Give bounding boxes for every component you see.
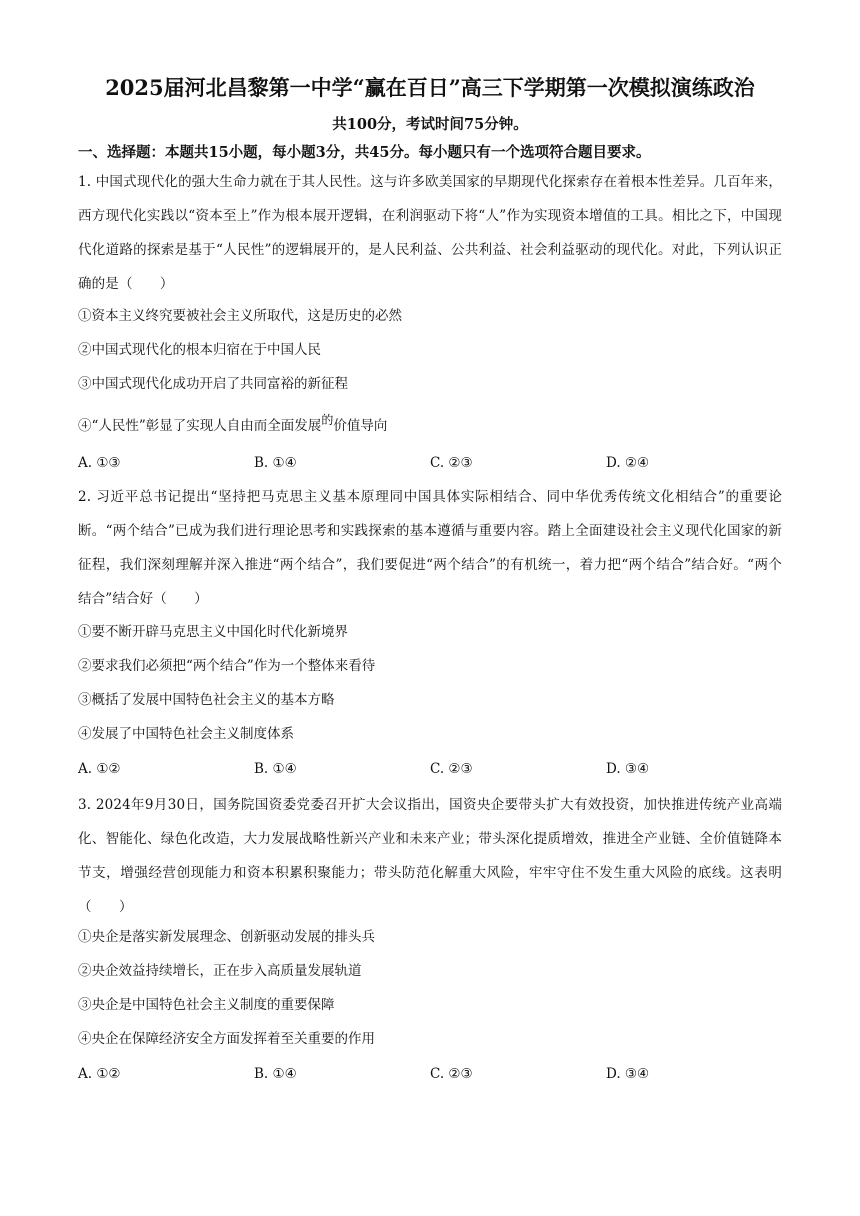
question-1-option-3: ③中国式现代化成功开启了共同富裕的新征程 xyxy=(78,376,348,392)
question-2-option-2: ②要求我们必须把“两个结合”作为一个整体来看待 xyxy=(78,658,376,674)
question-1-option-4-tail: 价值导向 xyxy=(333,418,388,434)
question-2-answer-d: D. ③④ xyxy=(606,761,650,777)
question-2-option-1: ①要不断开辟马克思主义中国化时代化新境界 xyxy=(78,624,348,640)
question-2-option-3: ③概括了发展中国特色社会主义的基本方略 xyxy=(78,692,335,708)
question-1-option-4-superscript: 的 xyxy=(321,413,334,427)
question-2-answer-a: A. ①② xyxy=(78,761,121,777)
question-1-answer-b: B. ①④ xyxy=(254,455,297,471)
question-1-stem: 1. 中国式现代化的强大生命力就在于其人民性。这与许多欧美国家的早期现代化探索存在着根本性差异。几百年来，西方现代化实践以“资本至上”作为根本展开逻辑，在利润驱动下将“人”作为实现资本增值的工具。相比之下，中国现代化道路的探索是基于“人民性”的逻辑展开的，是人民利益、公共利益、社会利益驱动的现代化。对此，下列认识正确的是（ ） xyxy=(78,174,782,292)
question-3-answer-b: B. ①④ xyxy=(254,1066,297,1082)
question-2-answer-c: C. ②③ xyxy=(430,761,473,777)
question-2-stem: 2. 习近平总书记提出“坚持把马克思主义基本原理同中国具体实际相结合、同中华优秀传统文化相结合”的重要论断。“两个结合”已成为我们进行理论思考和实践探索的基本遵循与重要内容。踏上全面建设社会主义现代化国家的新征程，我们深刻理解并深入推进“两个结合”，我们要促进“两个结合”的有机统一，着力把“两个结合”结合好。“两个结合”结合好（ ） xyxy=(78,489,782,607)
question-3-answer-a: A. ①② xyxy=(78,1066,121,1082)
question-3-option-3: ③央企是中国特色社会主义制度的重要保障 xyxy=(78,997,335,1013)
question-1-answer-d: D. ②④ xyxy=(606,455,650,471)
exam-title: 2025届河北昌黎第一中学“赢在百日”高三下学期第一次模拟演练政治 xyxy=(105,75,755,100)
question-1-answer-a: A. ①③ xyxy=(78,455,121,471)
question-3-option-4: ④央企在保障经济安全方面发挥着至关重要的作用 xyxy=(78,1031,375,1047)
question-2-option-4: ④发展了中国特色社会主义制度体系 xyxy=(78,726,294,742)
section-heading: 一、选择题：本题共15小题，每小题3分，共45分。每小题只有一个选项符合题目要求。 xyxy=(78,144,651,161)
question-1-option-2: ②中国式现代化的根本归宿在于中国人民 xyxy=(78,342,321,358)
question-1-option-1: ①资本主义终究要被社会主义所取代，这是历史的必然 xyxy=(78,308,402,324)
question-3-option-1: ①央企是落实新发展理念、创新驱动发展的排头兵 xyxy=(78,929,375,945)
question-2-answer-b: B. ①④ xyxy=(254,761,297,777)
question-1-option-4-text: ④“人民性”彰显了实现人自由而全面发展 xyxy=(78,418,322,434)
question-3-stem: 3. 2024年9月30日，国务院国资委党委召开扩大会议指出，国资央企要带头扩大有效投资，加快推进传统产业高端化、智能化、绿色化改造，大力发展战略性新兴产业和未来产业；带头深化提质增效，推进全产业链、全价值链降本节支，增强经营创现能力和资本积累积聚能力；带头防范化解重大风险，牢牢守住不发生重大风险的底线。这表明（ ） xyxy=(78,797,782,915)
question-1-option-4 xyxy=(78,414,387,438)
question-3-answer-c: C. ②③ xyxy=(430,1066,473,1082)
question-1-answer-c: C. ②③ xyxy=(430,455,473,471)
question-3-option-2: ②央企效益持续增长，正在步入高质量发展轨道 xyxy=(78,963,362,979)
question-3-answer-d: D. ③④ xyxy=(606,1066,650,1082)
exam-subtitle: 共100分，考试时间75分钟。 xyxy=(332,116,528,133)
